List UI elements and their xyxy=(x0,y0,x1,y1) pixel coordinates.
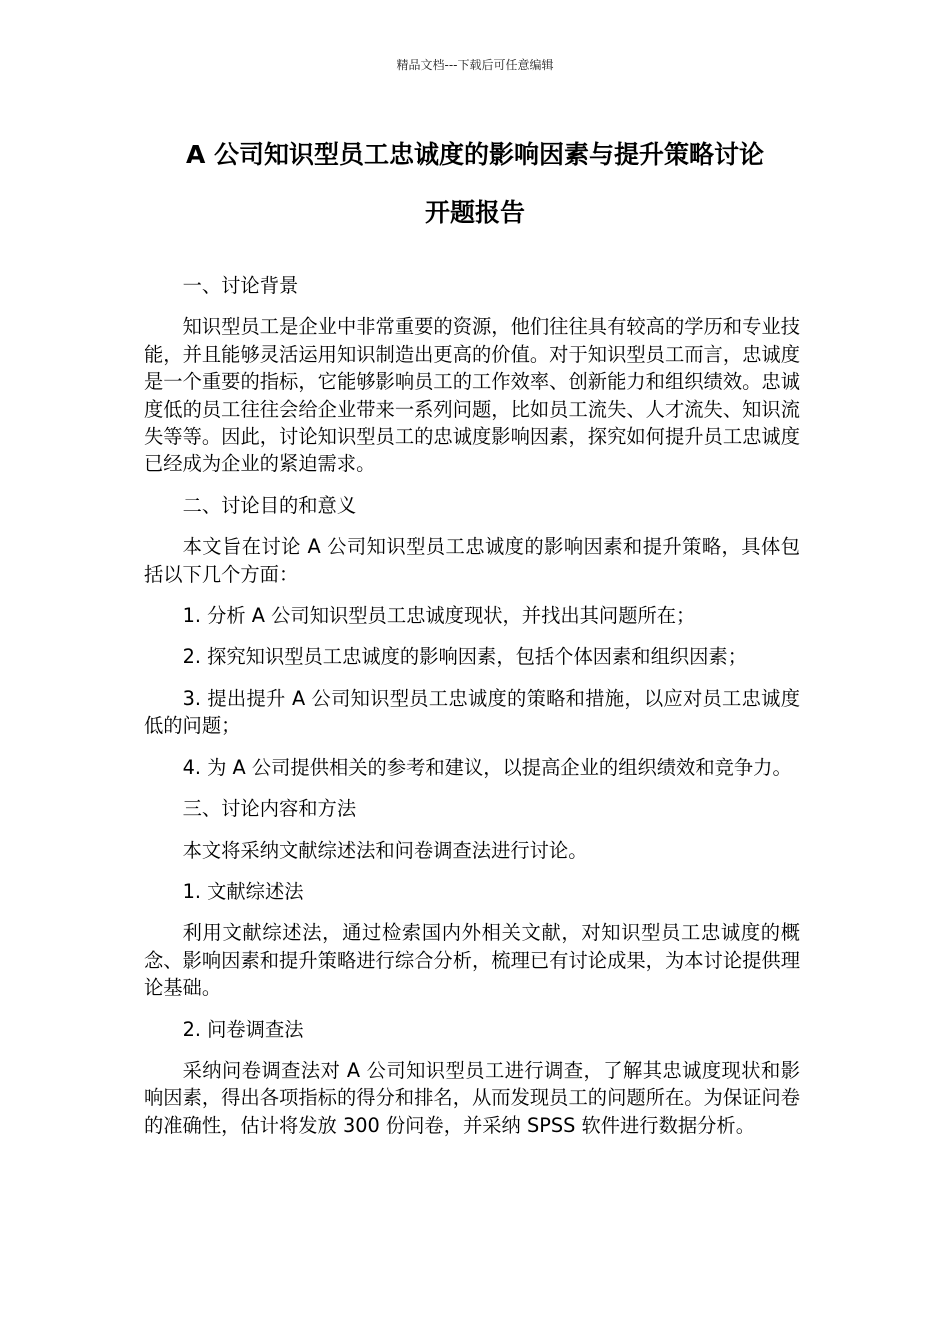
paragraph-literature-review: 利用文献综述法，通过检索国内外相关文献，对知识型员工忠诚度的概念、影响因素和提升策略进行综合分析，梳理已有讨论成果，为本讨论提供理论基础。 xyxy=(144,921,800,1000)
document-title-line-1: A 公司知识型员工忠诚度的影响因素与提升策略讨论 xyxy=(185,140,765,169)
document-title-line-2: 开题报告 xyxy=(424,198,525,227)
section-heading-background: 一、讨论背景 xyxy=(182,274,299,297)
document-body xyxy=(144,272,800,1153)
list-item-purpose-1: 1. 分析 A 公司知识型员工忠诚度现状，并找出其问题所在； xyxy=(182,604,696,628)
list-item-purpose-2: 2. 探究知识型员工忠诚度的影响因素，包括个体因素和组织因素； xyxy=(182,645,747,669)
section-heading-methods: 三、讨论内容和方法 xyxy=(182,797,357,821)
paragraph-methods-intro: 本文将采纳文献综述法和问卷调查法进行讨论。 xyxy=(182,838,588,862)
paragraph-background: 知识型员工是企业中非常重要的资源，他们往往具有较高的学历和专业技能，并且能够灵活运用知识制造出更高的价值。对于知识型员工而言，忠诚度是一个重要的指标，它能够影响员工的工作效率、创新能力和组织绩效。忠诚度低的员工往往会给企业带来一系列问题，比如员工流失、人才流失、知识流失等等。因此，讨论知识型员工的忠诚度影响因素，探究如何提升员工忠诚度已经成为企业的紧迫需求。 xyxy=(144,315,800,476)
subheading-questionnaire: 2. 问卷调查法 xyxy=(182,1017,304,1041)
page-header: 精品文档---下载后可任意编辑 xyxy=(396,58,554,72)
paragraph-purpose-intro: 本文旨在讨论 A 公司知识型员工忠诚度的影响因素和提升策略，具体包括以下几个方面： xyxy=(144,535,800,586)
paragraph-questionnaire: 采纳问卷调查法对 A 公司知识型员工进行调查，了解其忠诚度现状和影响因素，得出各项指标的得分和排名，从而发现员工的问题所在。为保证问卷的准确性，估计将发放 300 份问卷，并采纳 SPSS 软件进行数据分析。 xyxy=(144,1058,800,1137)
subheading-literature-review: 1. 文献综述法 xyxy=(182,879,304,903)
list-item-purpose-4: 4. 为 A 公司提供相关的参考和建议，以提高企业的组织绩效和竞争力。 xyxy=(182,755,792,779)
section-heading-purpose: 二、讨论目的和意义 xyxy=(182,493,357,517)
list-item-purpose-3: 3. 提出提升 A 公司知识型员工忠诚度的策略和措施，以应对员工忠诚度低的问题； xyxy=(144,686,800,738)
